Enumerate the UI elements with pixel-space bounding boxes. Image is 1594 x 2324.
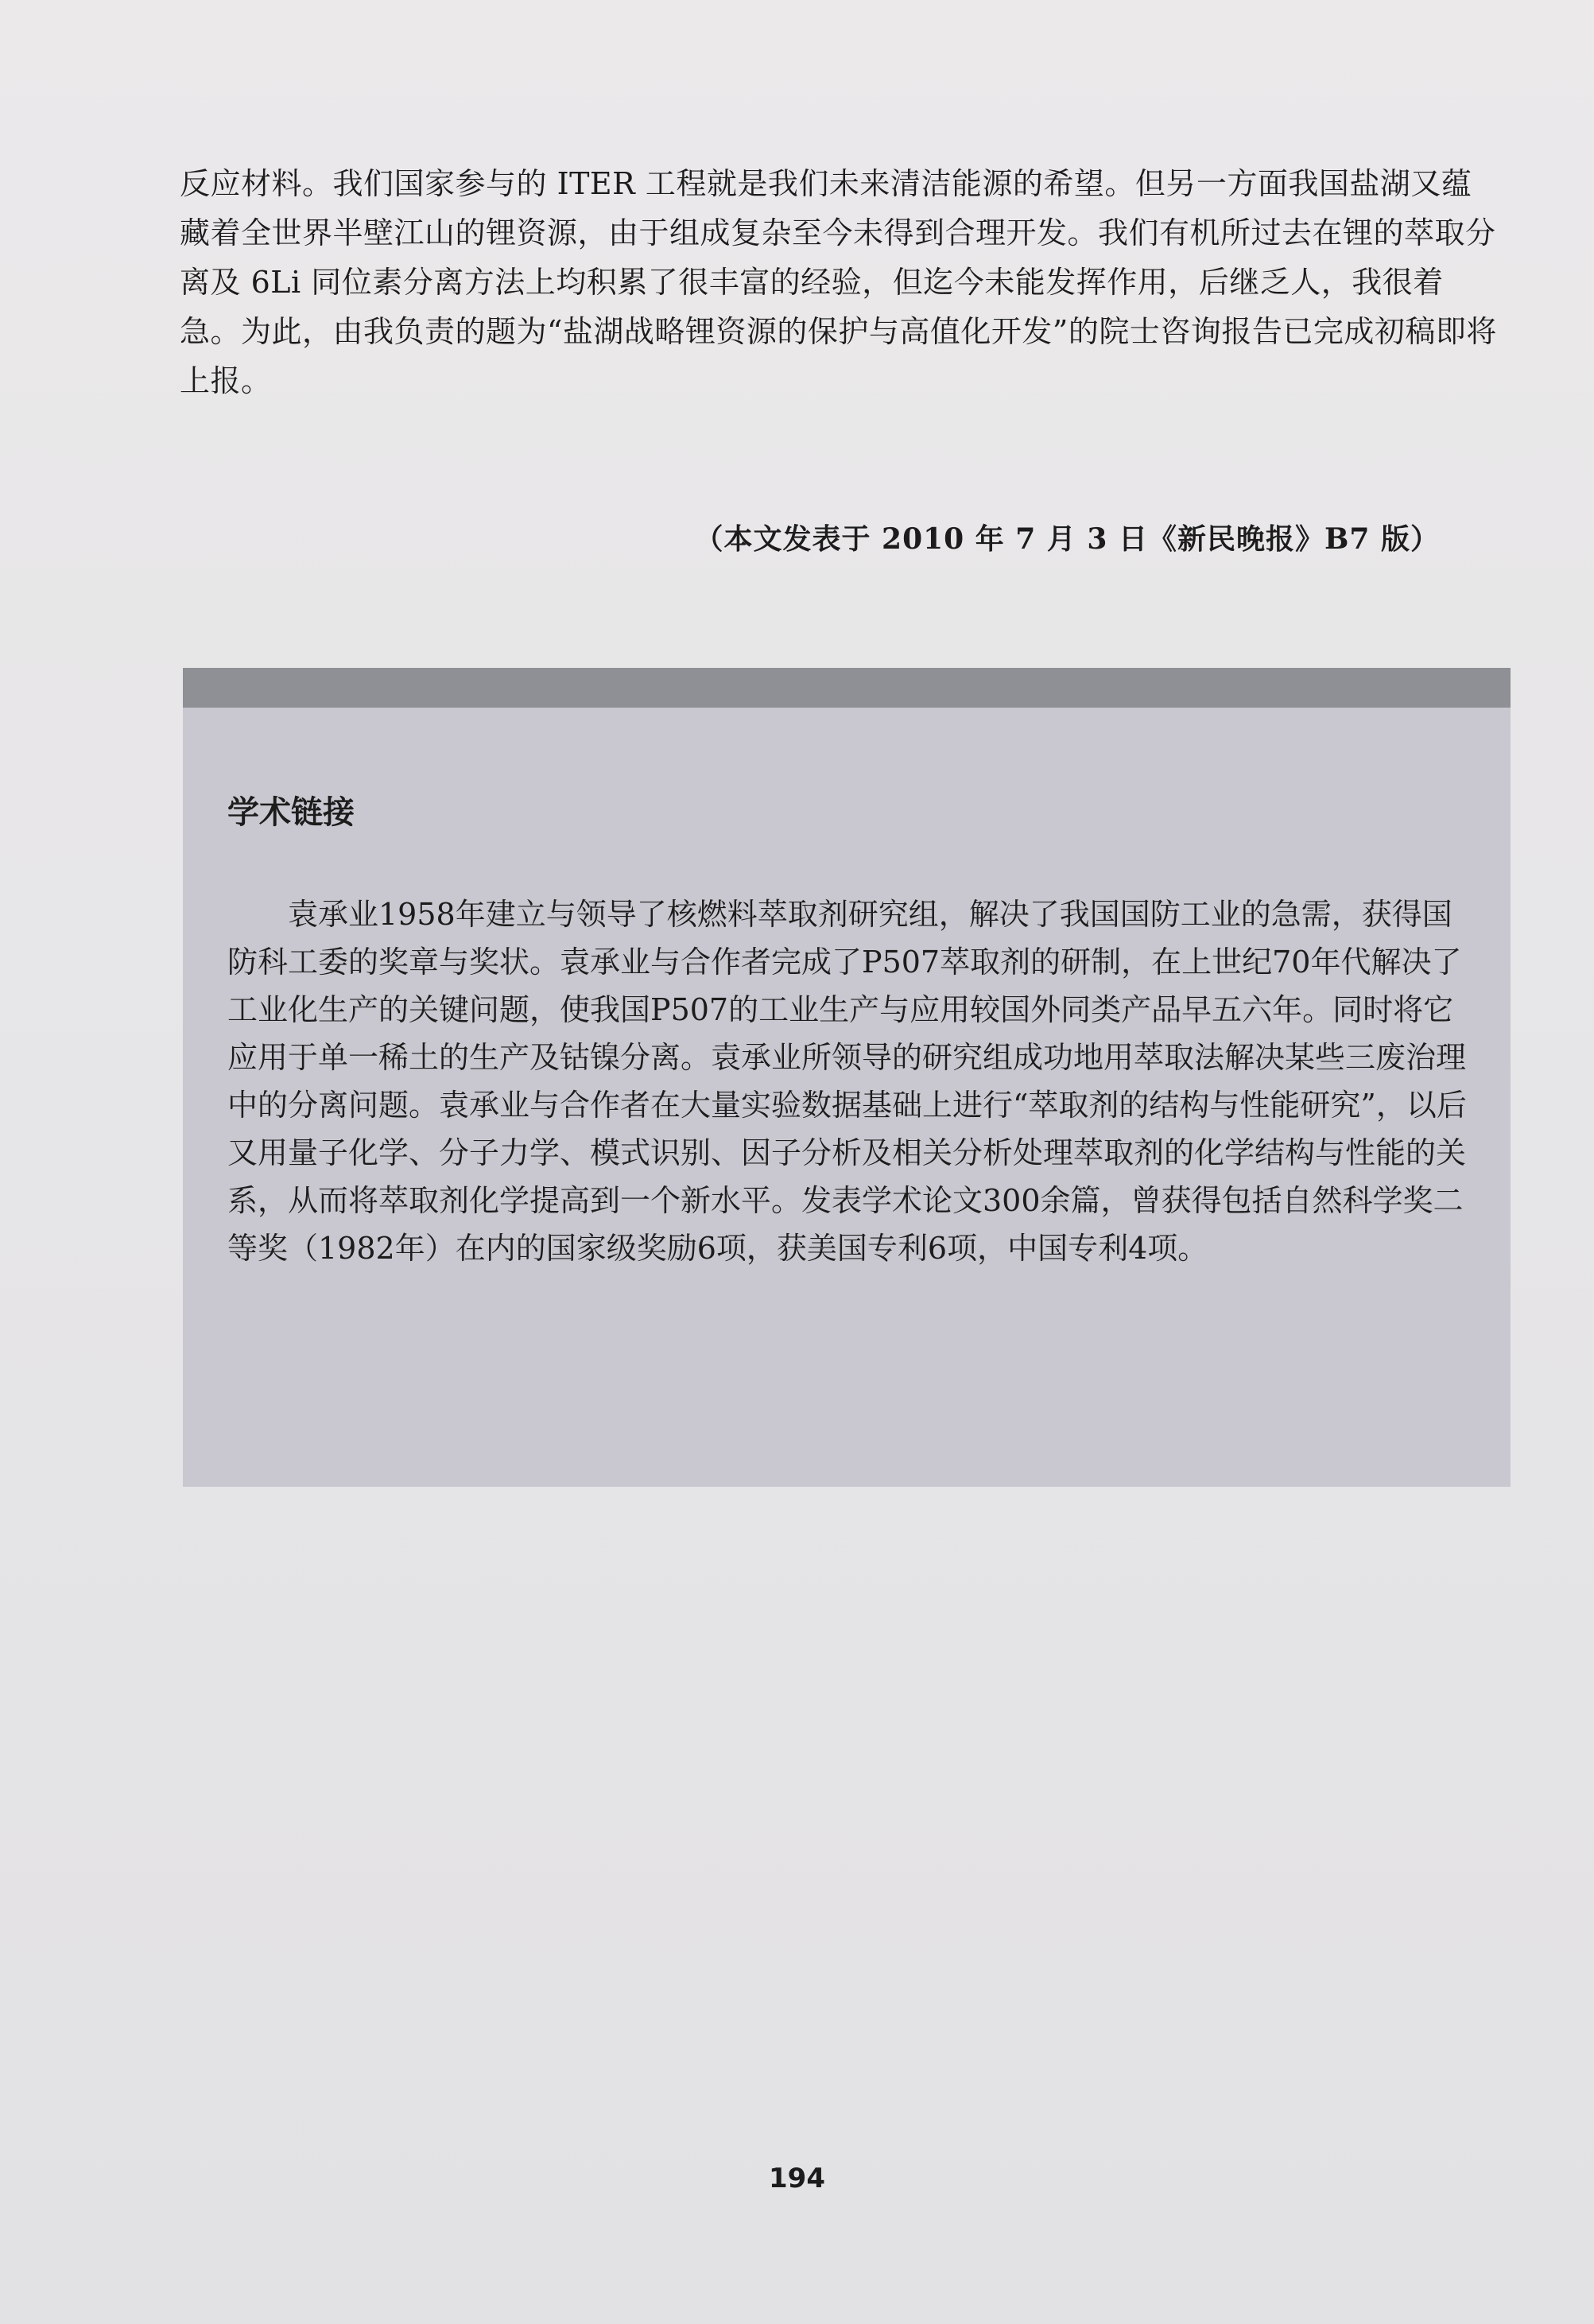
academic-link-header-bar <box>183 668 1511 708</box>
academic-link-body <box>227 890 1468 1272</box>
source-note: （本文发表于 2010 年 7 月 3 日《新民晚报》B7 版） <box>694 522 1440 556</box>
article-paragraph: 反应材料。我们国家参与的 ITER 工程就是我们未来清洁能源的希望。但另一方面我国盐湖又蕴藏着全世界半壁江山的锂资源，由于组成复杂至今未得到合理开发。我们有机所过去在锂的萃取分离及 6Li 同位素分离方法上均积累了很丰富的经验，但迄今未能发挥作用，后继乏人，我很着急。为此，由我负责的题为“盐湖战略锂资源的保护与高值化开发”的院士咨询报告已完成初稿即将上报。 <box>180 166 1497 398</box>
academic-link-paragraph: 袁承业1958年建立与领导了核燃料萃取剂研究组，解决了我国国防工业的急需，获得国防科工委的奖章与奖状。袁承业与合作者完成了P507萃取剂的研制，在上世纪70年代解决了工业化生产的关键问题，使我国P507的工业生产与应用较国外同类产品早五六年。同时将它应用于单一稀土的生产及钴镍分离。袁承业所领导的研究组成功地用萃取法解决某些三废治理中的分离问题。袁承业与合作者在大量实验数据基础上进行“萃取剂的结构与性能研究”，以后又用量子化学、分子力学、模式识别、因子分析及相关分析处理萃取剂的化学结构与性能的关系，从而将萃取剂化学提高到一个新水平。发表学术论文300余篇，曾获得包括自然科学奖二等奖（1982年）在内的国家级奖励6项，获美国专利6项，中国专利4项。 <box>227 897 1467 1266</box>
page-number: 194 <box>769 2163 825 2194</box>
academic-link-title: 学术链接 <box>227 794 355 831</box>
article-body <box>180 159 1499 405</box>
academic-link-box <box>183 708 1511 1487</box>
